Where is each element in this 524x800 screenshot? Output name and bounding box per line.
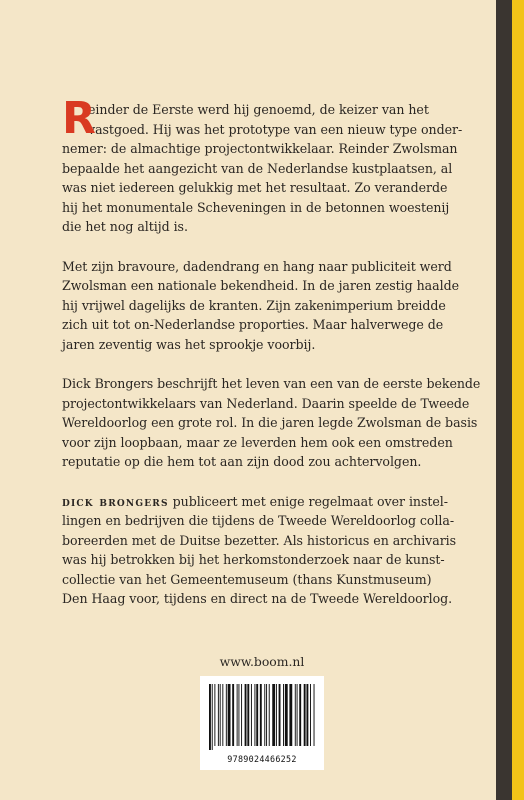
text-line: was niet iedereen gelukkig met het resultaat. Zo veranderde [62,180,448,195]
barcode-bar [226,684,227,746]
barcode-bar [209,684,211,750]
barcode-bar [232,684,234,746]
blurb-paragraph-2 [62,257,467,355]
barcode-bar [283,684,284,746]
text-line: zich uit tot on-Nederlandse proporties. Maar halverwege de [62,317,444,332]
text-line: Zwolsman een nationale bekendheid. In de jaren zestig haalde [62,278,459,293]
barcode-bar [289,684,292,746]
barcode-bar [299,684,301,746]
text-line: jaren zeventig was het sprookje voorbij. [62,336,316,352]
isbn-number: 9789024466252 [227,754,297,764]
spine-yellow-stripe [512,0,524,800]
barcode-bar [276,684,277,746]
barcode-bar [251,684,252,746]
barcode-bar [222,684,223,746]
barcode-bar [238,684,239,746]
author-name: dick brongers [62,493,169,509]
barcode-bar [306,684,308,746]
barcode-bar [212,684,213,750]
barcode-bar [297,684,298,746]
text-line: hij vrijwel dagelijks de kranten. Zijn zakenimperium breidde [62,297,446,313]
text-line: Dick Brongers beschrijft het leven van een van de eerste bekende [62,376,481,391]
barcode-bar [264,684,265,746]
text-line: bepaalde het aangezicht van de Nederlandse kustplaatsen, al [62,160,453,176]
text-line: Met zijn bravoure, dadendrang en hang naar publiciteit werd [62,258,452,274]
barcode-bar [218,684,219,746]
blurb-paragraph-1 [62,93,467,237]
barcode-bar [304,684,306,746]
barcode-bar [310,684,311,746]
publisher-website: www.boom.nl [219,654,305,669]
barcode-bar [220,684,221,746]
author-bio [62,492,467,609]
blurb-paragraph-3 [62,374,481,472]
barcode-bar [241,684,242,746]
barcode-bar [269,684,270,746]
barcode-bar [266,684,267,746]
text-line: vastgoed. Hij was het prototype van een nieuw type onder- [88,121,463,137]
text-line: collectie van het Gemeentemuseum (thans Kunstmuseum) [62,571,432,587]
text-line: Den Haag voor, tijdens en direct na de Tweede Wereldoorlog. [62,591,453,606]
text-line: die het nog altijd is. [62,219,188,234]
bio-text: publiceert met enige regelmaat over instel- [168,493,448,509]
text-line: hij het monumentale Scheveningen in de betonnen woestenij [62,199,450,215]
text-line: voor zijn loopbaan, maar ze leverden hem ook een omstreden [62,434,453,450]
barcode-bar [272,684,275,746]
barcode-bar [260,684,262,746]
text-line: nemer: de almachtige projectontwikkelaar. Reinder Zwolsman [62,141,458,156]
barcode-icon [207,684,317,750]
text-line: boreerden met de Duitse bezetter. Als historicus en archivaris [62,532,457,548]
back-cover-text [62,93,481,629]
text-line: einder de Eerste werd hij genoemd, de keizer van het [88,102,429,117]
barcode-bar [228,684,231,746]
text-line: lingen en bedrijven die tijdens de Tweede Wereldoorlog colla- [62,513,455,528]
drop-cap: R [62,93,96,144]
barcode-bar [214,684,215,746]
barcode-bar [285,684,288,746]
barcode-bar [247,684,249,746]
barcode-bar [314,684,315,746]
text-line: reputatie op die hem tot aan zijn dood zou achtervolgen. [62,454,422,469]
text-line: Wereldoorlog een grote rol. In die jaren legde Zwolsman de basis [62,415,478,430]
barcode-bar [295,684,296,746]
isbn-barcode [200,676,324,770]
barcode-bar [279,684,281,746]
text-line: was hij betrokken bij het herkomstonderzoek naar de kunst- [62,552,445,567]
barcode-bar [254,684,255,746]
text-line: projectontwikkelaars van Nederland. Daarin speelde de Tweede [62,395,470,411]
barcode-bar [237,684,238,746]
text-line [62,492,467,512]
barcode-bar [256,684,258,746]
barcode-bar [245,684,247,746]
